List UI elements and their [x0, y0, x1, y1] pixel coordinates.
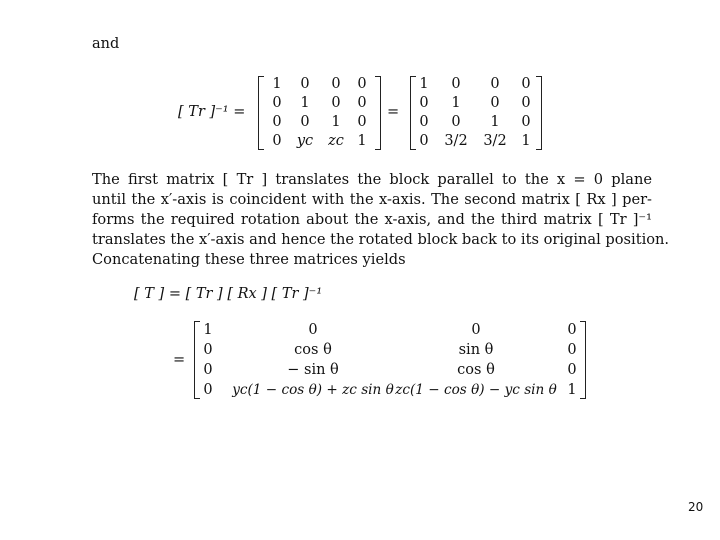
matrix-b-cell: 0 [521, 76, 531, 92]
matrix-a-cell: 0 [300, 76, 310, 92]
explanation-paragraph [92, 170, 670, 270]
result-cell: yc(1 − cos θ) + zc sin θ [232, 382, 394, 398]
matrix-b-cell: 0 [490, 95, 500, 111]
paragraph-line: until the x′-axis is coincident with the x-axis. The second matrix [ Rx ] per- [92, 191, 652, 208]
matrix-b-right-bracket [536, 76, 542, 150]
matrix-b-cell: 0 [451, 114, 461, 130]
result-cell: 0 [567, 342, 577, 358]
result-cell: sin θ [458, 342, 494, 358]
result-cell: 1 [567, 382, 577, 398]
matrix-b-cell: 0 [451, 76, 461, 92]
matrix-a-cell: 1 [272, 76, 282, 92]
matrix-b-left-bracket [410, 76, 416, 150]
paragraph-line: Concatenating these three matrices yields [92, 251, 406, 268]
matrix-b-cell: 0 [419, 133, 429, 149]
result-cell: cos θ [294, 342, 332, 358]
matrix-b-cell: 0 [419, 114, 429, 130]
result-cell: 0 [567, 362, 577, 378]
matrix-a-cell: 1 [300, 95, 310, 111]
matrix-a-left-bracket [258, 76, 264, 150]
matrix-b-cell: 3/2 [483, 133, 507, 149]
result-right-bracket [580, 321, 586, 399]
result-cell: 0 [203, 342, 213, 358]
paragraph-line: translates the x′-axis and hence the rotated block back to its original position. [92, 231, 670, 248]
result-cell: zc(1 − cos θ) − yc sin θ [395, 382, 557, 398]
matrix-b-cell: 3/2 [444, 133, 468, 149]
result-cell: 0 [203, 382, 213, 398]
matrix-b-cell: 0 [521, 114, 531, 130]
matrix-a-cell: 1 [357, 133, 367, 149]
matrix-b-cell: 1 [419, 76, 429, 92]
paragraph-line: forms the required rotation about the x-axis, and the third matrix [ Tr ]⁻¹ [92, 211, 652, 228]
matrix-b-cell: 0 [490, 76, 500, 92]
matrix-a-cell: 0 [272, 114, 282, 130]
matrix-a-cell: 0 [357, 76, 367, 92]
matrix-a-right-bracket [375, 76, 381, 150]
matrix-a-cell: 0 [357, 95, 367, 111]
matrix-b-cell: 0 [419, 95, 429, 111]
result-cell: − sin θ [287, 362, 339, 378]
matrix-b-cell: 1 [490, 114, 500, 130]
product-equation: [ T ] = [ Tr ] [ Rx ] [ Tr ]⁻¹ [134, 286, 323, 302]
result-equals: = [173, 352, 186, 368]
matrix-b-cell: 0 [521, 95, 531, 111]
matrix-a-cell: 0 [300, 114, 310, 130]
inverse-matrix-lhs: [ Tr ]⁻¹ = [178, 104, 246, 120]
matrix-a-cell: 0 [272, 95, 282, 111]
result-cell: 0 [308, 322, 318, 338]
result-cell: 1 [203, 322, 213, 338]
matrix-b-cell: 1 [521, 133, 531, 149]
result-cell: 0 [203, 362, 213, 378]
result-cell: 0 [471, 322, 481, 338]
intro-word: and [92, 36, 120, 52]
result-cell: 0 [567, 322, 577, 338]
paragraph-line: The first matrix [ Tr ] translates the block parallel to the x = 0 plane [92, 171, 652, 188]
page-number: 20 [688, 500, 704, 514]
inverse-matrix-equals: = [387, 104, 400, 120]
matrix-b-cell: 1 [451, 95, 461, 111]
matrix-a-cell: 0 [272, 133, 282, 149]
matrix-a-cell: 0 [331, 76, 341, 92]
matrix-a-cell: 0 [357, 114, 367, 130]
matrix-a-cell: yc [296, 133, 314, 149]
matrix-a-cell: 1 [331, 114, 341, 130]
result-left-bracket [194, 321, 200, 399]
matrix-a-cell: zc [328, 133, 344, 149]
matrix-a-cell: 0 [331, 95, 341, 111]
result-cell: cos θ [457, 362, 495, 378]
